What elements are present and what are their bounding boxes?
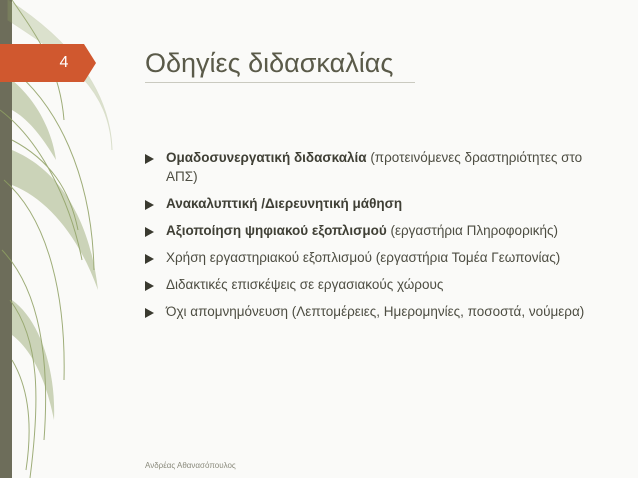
bullet-text: Διδακτικές επισκέψεις σε εργασιακούς χώρους bbox=[166, 277, 444, 292]
bullet-item bbox=[145, 275, 585, 294]
slide-title: Οδηγίες διδασκαλίας bbox=[145, 48, 394, 78]
arrow-bullet-icon bbox=[145, 154, 154, 164]
arrow-bullet-icon bbox=[145, 200, 154, 210]
bullet-text: (εργαστήρια Πληροφορικής) bbox=[386, 223, 559, 238]
bullet-item bbox=[145, 148, 585, 186]
bullet-bold-text: Αξιοποίηση ψηφιακού εξοπλισμού bbox=[166, 223, 387, 238]
slide-number: 4 bbox=[59, 54, 69, 71]
bullet-item bbox=[145, 302, 585, 321]
title-divider bbox=[145, 82, 415, 83]
arrow-bullet-icon bbox=[145, 227, 154, 237]
bullet-text: Χρήση εργαστηριακού εξοπλισμού (εργαστήρια Τομέα Γεωπονίας) bbox=[166, 250, 561, 265]
bullet-item bbox=[145, 248, 585, 267]
bullet-list bbox=[145, 148, 585, 329]
footer-author: Ανδρέας Αθανασόπουλος bbox=[145, 461, 236, 470]
bullet-item bbox=[145, 221, 585, 240]
arrow-bullet-icon bbox=[145, 254, 154, 264]
arrow-bullet-icon bbox=[145, 308, 154, 318]
bullet-text: (προτεινόμενες δραστηριότητες στο ΑΠΣ) bbox=[166, 150, 583, 184]
arrow-bullet-icon bbox=[145, 281, 154, 291]
bullet-bold-text: Ανακαλυπτική /Διερευνητική μάθηση bbox=[166, 196, 403, 211]
bullet-text: Όχι απομνημόνευση (Λεπτομέρειες, Ημερομηνίες, ποσοστά, νούμερα) bbox=[166, 304, 585, 319]
bullet-item bbox=[145, 194, 585, 213]
bullet-bold-text: Ομαδοσυνεργατική διδασκαλία bbox=[166, 150, 367, 165]
